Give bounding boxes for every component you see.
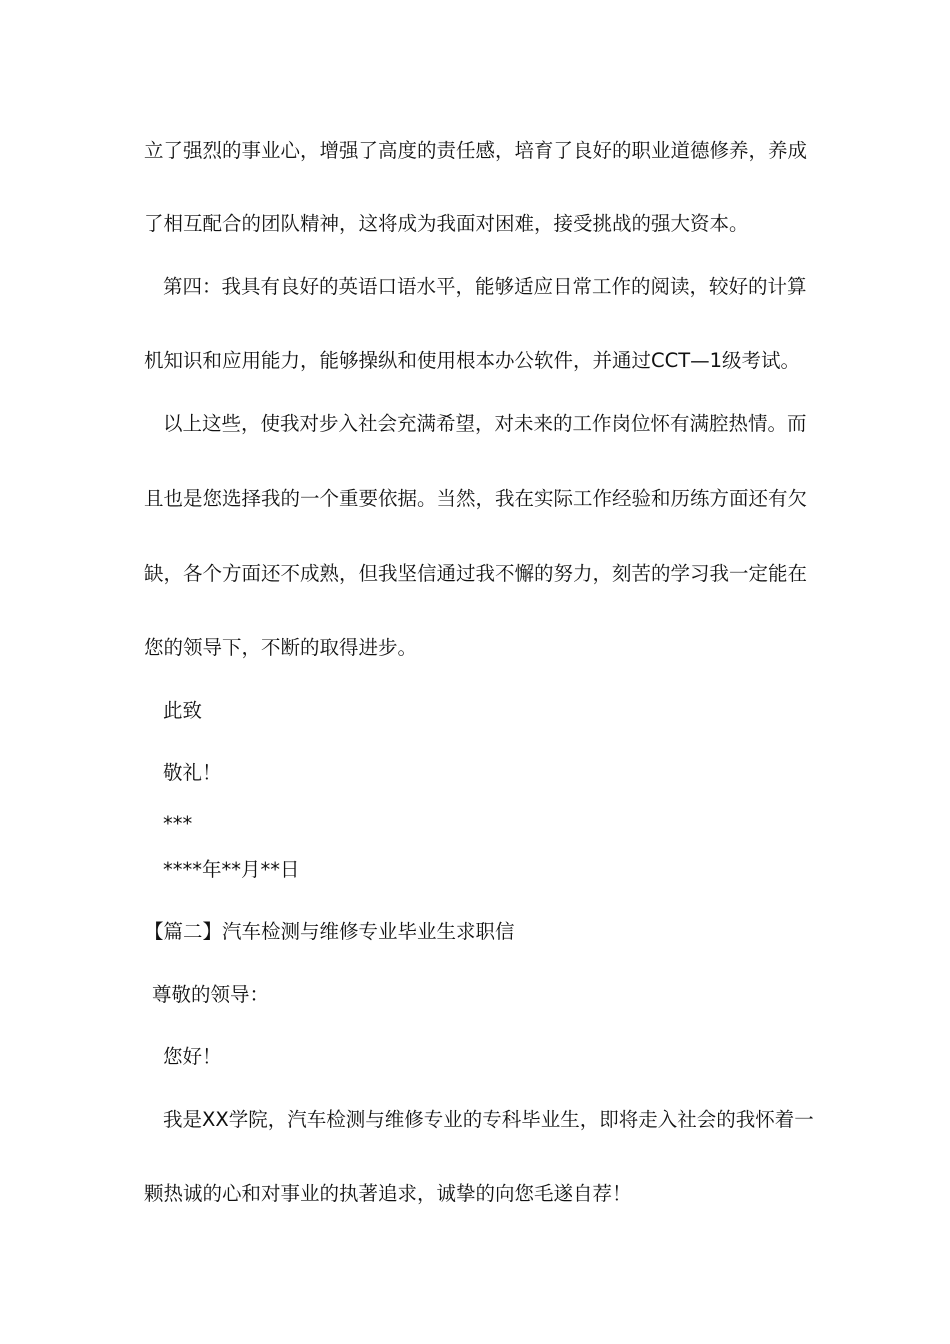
closing-salutation: 此致: [163, 699, 203, 722]
paragraph-line: 了相互配合的团队精神，这将成为我面对困难，接受挑战的强大资本。: [144, 212, 749, 235]
paragraph-line: 缺，各个方面还不成熟，但我坚信通过我不懈的努力，刻苦的学习我一定能在: [144, 562, 808, 585]
greeting: 尊敬的领导：: [152, 983, 270, 1006]
paragraph-line: 机知识和应用能力，能够操纵和使用根本办公软件，并通过CCT—1级考试。: [144, 349, 801, 372]
paragraph-line: 您的领导下，不断的取得进步。: [144, 636, 418, 659]
paragraph-line: 第四：我具有良好的英语口语水平，能够适应日常工作的阅读，较好的计算: [163, 275, 807, 298]
paragraph-line: 我是XX学院，汽车检测与维修专业的专科毕业生，即将走入社会的我怀着一: [163, 1108, 814, 1131]
section-title: 【篇二】汽车检测与维修专业毕业生求职信: [144, 920, 515, 943]
signature-date: ****年**月**日: [163, 858, 300, 881]
paragraph-line: 颗热诚的心和对事业的执著追求，诚挚的向您毛遂自荐！: [144, 1182, 632, 1205]
greeting-hello: 您好！: [163, 1045, 222, 1068]
paragraph-line: 立了强烈的事业心，增强了高度的责任感，培育了良好的职业道德修养，养成: [144, 139, 808, 162]
closing-regards: 敬礼！: [163, 761, 222, 784]
paragraph-line: 且也是您选择我的一个重要依据。当然，我在实际工作经验和历练方面还有欠: [144, 487, 808, 510]
paragraph-line: 以上这些，使我对步入社会充满希望，对未来的工作岗位怀有满腔热情。而: [163, 412, 807, 435]
signature-name: ***: [163, 812, 193, 835]
